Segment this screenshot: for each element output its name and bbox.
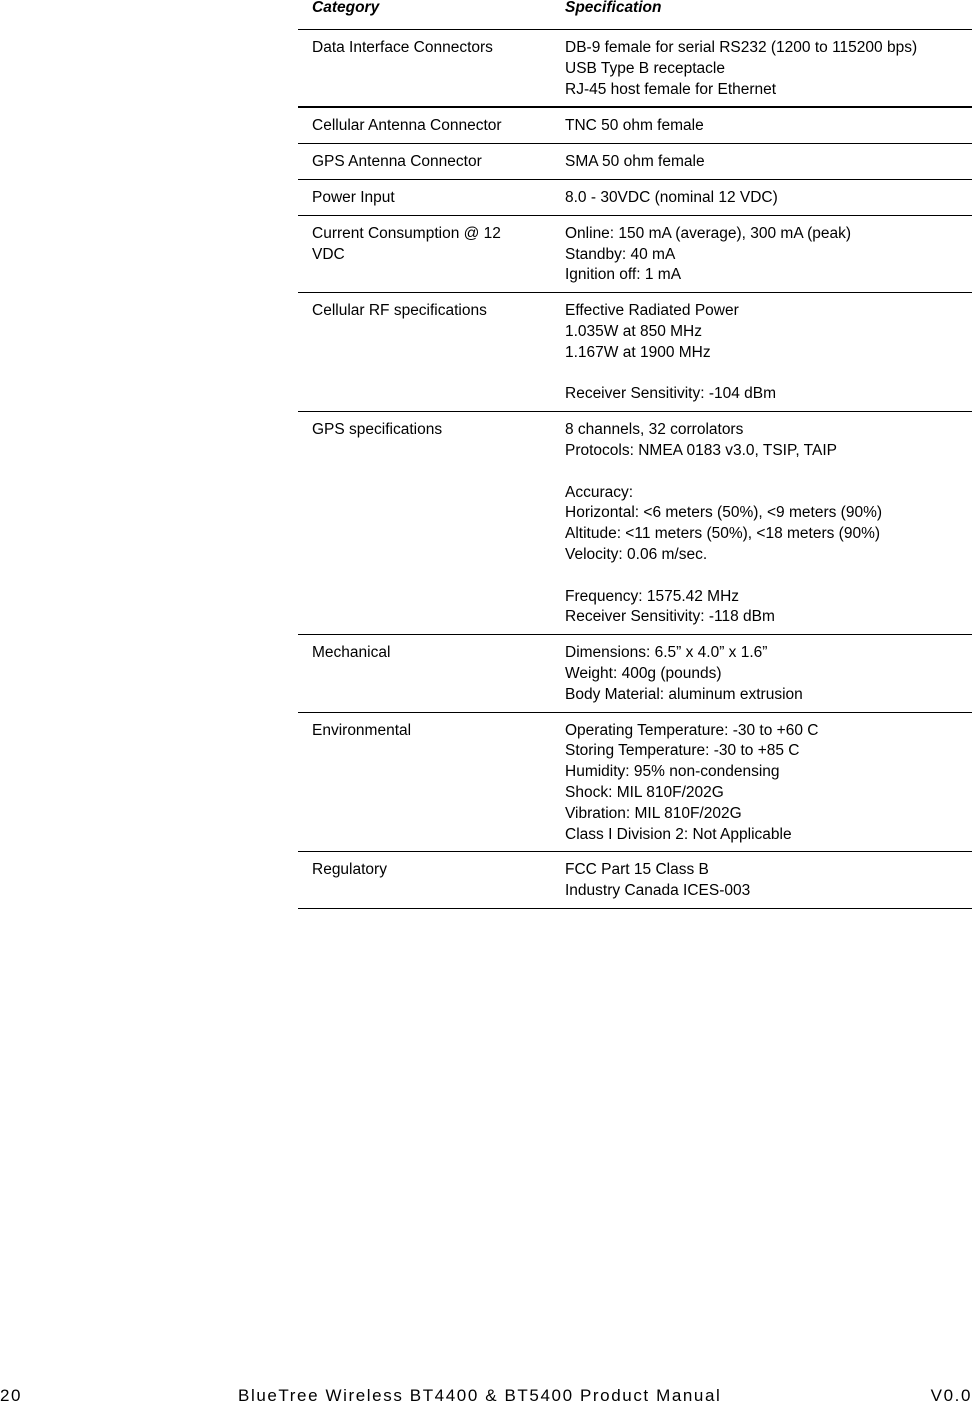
category-cell: Current Consumption @ 12 VDC: [312, 224, 501, 263]
category-cell: Power Input: [312, 188, 395, 206]
table-row: [298, 180, 972, 216]
spec-line: Horizontal: <6 meters (50%), <9 meters (90%): [565, 504, 883, 522]
table-row: [298, 144, 972, 180]
spec-line: RJ-45 host female for Ethernet: [565, 80, 777, 98]
specification-cell: [552, 152, 972, 173]
category-cell: GPS Antenna Connector: [312, 153, 482, 171]
specification-cell: [552, 116, 972, 137]
specification-cell: [552, 38, 972, 100]
spec-line: Humidity: 95% non-condensing: [565, 763, 780, 781]
spec-line: Class I Division 2: Not Applicable: [565, 825, 792, 843]
document-version: V0.0: [930, 1386, 972, 1405]
spec-line: Velocity: 0.06 m/sec.: [565, 545, 708, 563]
spec-line: Storing Temperature: -30 to +85 C: [565, 742, 800, 760]
spec-line: TNC 50 ohm female: [565, 117, 704, 135]
spec-line: 8 channels, 32 corrolators: [565, 421, 744, 439]
category-cell: Regulatory: [312, 861, 387, 879]
spec-line: 1.167W at 1900 MHz: [565, 343, 711, 361]
specification-cell: [552, 643, 972, 705]
spec-line: Weight: 400g (pounds): [565, 664, 722, 682]
category-cell: Data Interface Connectors: [312, 39, 493, 56]
specification-cell: [552, 301, 972, 405]
page-number: 20: [0, 1386, 23, 1405]
category-cell: Cellular RF specifications: [312, 302, 487, 320]
spec-line: DB-9 female for serial RS232 (1200 to 115200 bps): [565, 39, 918, 56]
specification-cell: [552, 721, 972, 846]
category-cell: Environmental: [312, 721, 412, 739]
spec-line: USB Type B receptacle: [565, 59, 725, 77]
page-footer: [0, 1385, 972, 1407]
table-row: [298, 108, 972, 144]
table-row: [298, 852, 972, 909]
spec-line: 8.0 - 30VDC (nominal 12 VDC): [565, 188, 778, 206]
table-header-row: [298, 0, 972, 30]
spec-line: Protocols: NMEA 0183 v3.0, TSIP, TAIP: [565, 441, 837, 459]
category-cell: GPS specifications: [312, 421, 443, 439]
category-cell: Mechanical: [312, 644, 391, 662]
spec-line: 1.035W at 850 MHz: [565, 322, 702, 340]
table-row: [298, 30, 972, 108]
specification-table: [298, 0, 972, 909]
spec-blank-line: [565, 566, 972, 587]
spec-line: Receiver Sensitivity: -118 dBm: [565, 608, 775, 626]
spec-line: Industry Canada ICES-003: [565, 882, 751, 900]
specification-column-header: Specification: [565, 0, 662, 16]
spec-line: Shock: MIL 810F/202G: [565, 783, 724, 801]
spec-line: SMA 50 ohm female: [565, 153, 705, 171]
spec-line: Body Material: aluminum extrusion: [565, 685, 803, 703]
spec-line: Vibration: MIL 810F/202G: [565, 804, 742, 822]
spec-line: Effective Radiated Power: [565, 302, 739, 320]
spec-blank-line: [565, 364, 972, 385]
table-row: [298, 635, 972, 712]
spec-line: Frequency: 1575.42 MHz: [565, 587, 740, 605]
spec-line: Dimensions: 6.5” x 4.0” x 1.6”: [565, 644, 768, 662]
table-row: [298, 293, 972, 412]
spec-line: Receiver Sensitivity: -104 dBm: [565, 385, 777, 403]
specification-cell: [552, 860, 972, 902]
specification-cell: [552, 420, 972, 628]
category-cell: Cellular Antenna Connector: [312, 117, 502, 135]
spec-line: Altitude: <11 meters (50%), <18 meters (90%): [565, 525, 881, 543]
spec-line: Online: 150 mA (average), 300 mA (peak): [565, 224, 852, 242]
category-column-header: Category: [312, 0, 380, 16]
specification-cell: [552, 224, 972, 286]
table-row: [298, 216, 972, 293]
spec-line: Standby: 40 mA: [565, 245, 676, 263]
table-row: [298, 412, 972, 635]
spec-line: Accuracy:: [565, 483, 634, 501]
document-title: BlueTree Wireless BT4400 & BT5400 Product Manual: [238, 1386, 722, 1405]
spec-line: Ignition off: 1 mA: [565, 266, 682, 284]
spec-blank-line: [565, 462, 972, 483]
spec-line: FCC Part 15 Class B: [565, 861, 709, 879]
table-row: [298, 713, 972, 853]
spec-line: Operating Temperature: -30 to +60 C: [565, 721, 819, 739]
specification-cell: [552, 188, 972, 209]
